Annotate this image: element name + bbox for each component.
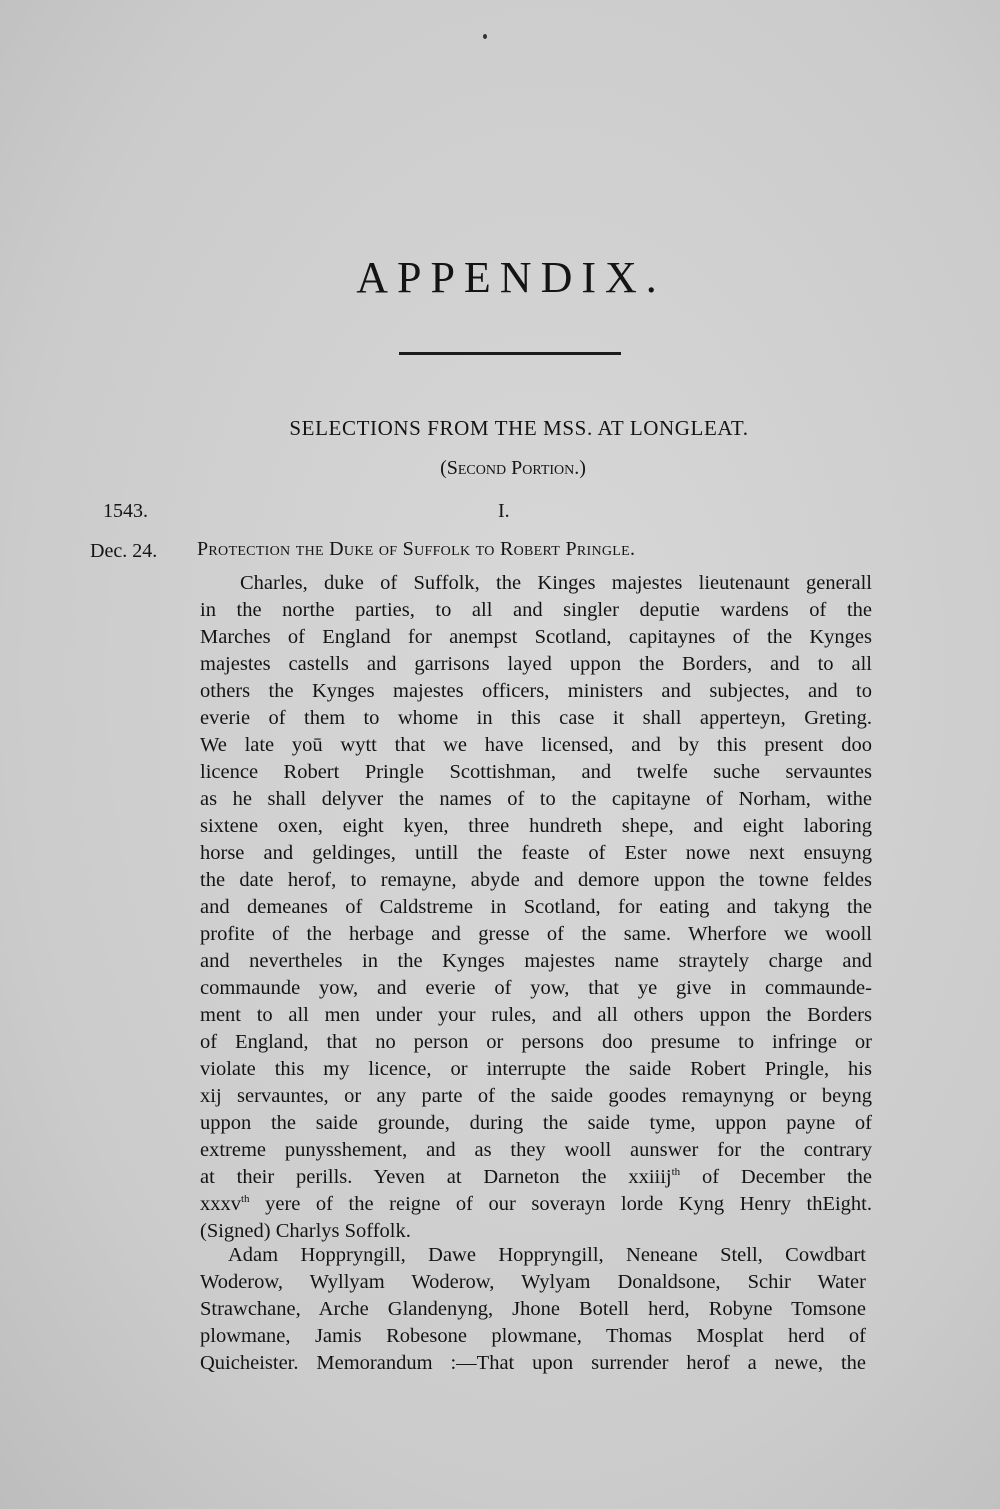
page-title: APPENDIX.: [356, 253, 666, 302]
body-line: [200, 1191, 872, 1217]
margin-date: Dec. 24.: [90, 540, 158, 562]
body-line: profite of the herbage and gresse of the same. Wherfore we wooll: [200, 923, 872, 945]
body-line: commaunde yow, and everie of yow, that ye give in commaunde-: [200, 977, 872, 999]
body-line: as he shall delyver the names of to the capitayne of Norham, withe: [200, 788, 872, 810]
body-line: uppon the saide grounde, during the saide tyme, uppon payne of: [200, 1112, 872, 1134]
body-line: majestes castells and garrisons layed uppon the Borders, and to all: [200, 653, 872, 675]
body-line: others the Kynges majestes officers, ministers and subjectes, and to: [200, 680, 872, 702]
body-line: ment to all men under your rules, and all others uppon the Borders: [200, 1004, 872, 1026]
body-line: everie of them to whome in this case it shall apperteyn, Greting.: [200, 707, 872, 729]
body-line: Strawchane, Arche Glandenyng, Jhone Botell herd, Robyne Tomsone: [200, 1298, 866, 1320]
body-line: the date herof, to remayne, abyde and demore uppon the towne feldes: [200, 869, 872, 891]
body-line: horse and geldinges, untill the feaste of Ester nowe next ensuyng: [200, 842, 872, 864]
ink-speck: [483, 34, 487, 39]
body-text: yere of the reigne of our soverayn lorde Kyng Henry thEight.: [249, 1193, 872, 1215]
body-line: plowmane, Jamis Robesone plowmane, Thomas Mosplat herd of: [200, 1325, 866, 1347]
body-line: extreme punysshement, and as they wooll aunswer for the contrary: [200, 1139, 872, 1161]
body-text: of December the: [680, 1166, 872, 1188]
body-line: [200, 1164, 872, 1190]
body-line: violate this my licence, or interrupte the saide Robert Pringle, his: [200, 1058, 872, 1080]
body-line: Marches of England for anempst Scotland, capitaynes of the Kynges: [200, 626, 872, 648]
section-title: SELECTIONS FROM THE MSS. AT LONGLEAT.: [289, 416, 749, 440]
body-line: sixtene oxen, eight kyen, three hundreth shepe, and eight laboring: [200, 815, 872, 837]
entry-heading: Protection the Duke of Suffolk to Robert Pringle.: [197, 538, 636, 560]
body-line: Woderow, Wyllyam Woderow, Wylyam Donaldsone, Schir Water: [200, 1271, 866, 1293]
entry-numeral: I.: [498, 500, 510, 522]
body-line: in the northe parties, to all and singler deputie wardens of the: [200, 599, 872, 621]
body-line: We late yoū wytt that we have licensed, and by this present doo: [200, 734, 872, 756]
superscript: th: [671, 1166, 681, 1178]
title-rule: [399, 352, 621, 355]
body-line: Charles, duke of Suffolk, the Kinges majestes lieutenaunt generall: [240, 572, 872, 594]
body-text: xxxv: [200, 1193, 241, 1215]
section-subtitle: (Second Portion.): [440, 457, 586, 479]
body-line: licence Robert Pringle Scottishman, and twelfe suche servauntes: [200, 761, 872, 783]
body-line: Quicheister. Memorandum :—That upon surrender herof a newe, the: [200, 1352, 866, 1374]
body-line: Adam Hoppryngill, Dawe Hoppryngill, Neneane Stell, Cowdbart: [228, 1244, 866, 1266]
superscript: th: [241, 1193, 250, 1205]
signature-line: (Signed) Charlys Soffolk.: [200, 1220, 411, 1242]
body-line: xij servauntes, or any parte of the saide goodes remaynyng or beyng: [200, 1085, 872, 1107]
margin-year: 1543.: [103, 500, 148, 522]
body-line: of England, that no person or persons doo presume to infringe or: [200, 1031, 872, 1053]
body-text: at their perills. Yeven at Darneton the xxiiij: [200, 1166, 672, 1188]
body-line: and demeanes of Caldstreme in Scotland, for eating and takyng the: [200, 896, 872, 918]
body-line: and nevertheles in the Kynges majestes name straytely charge and: [200, 950, 872, 972]
